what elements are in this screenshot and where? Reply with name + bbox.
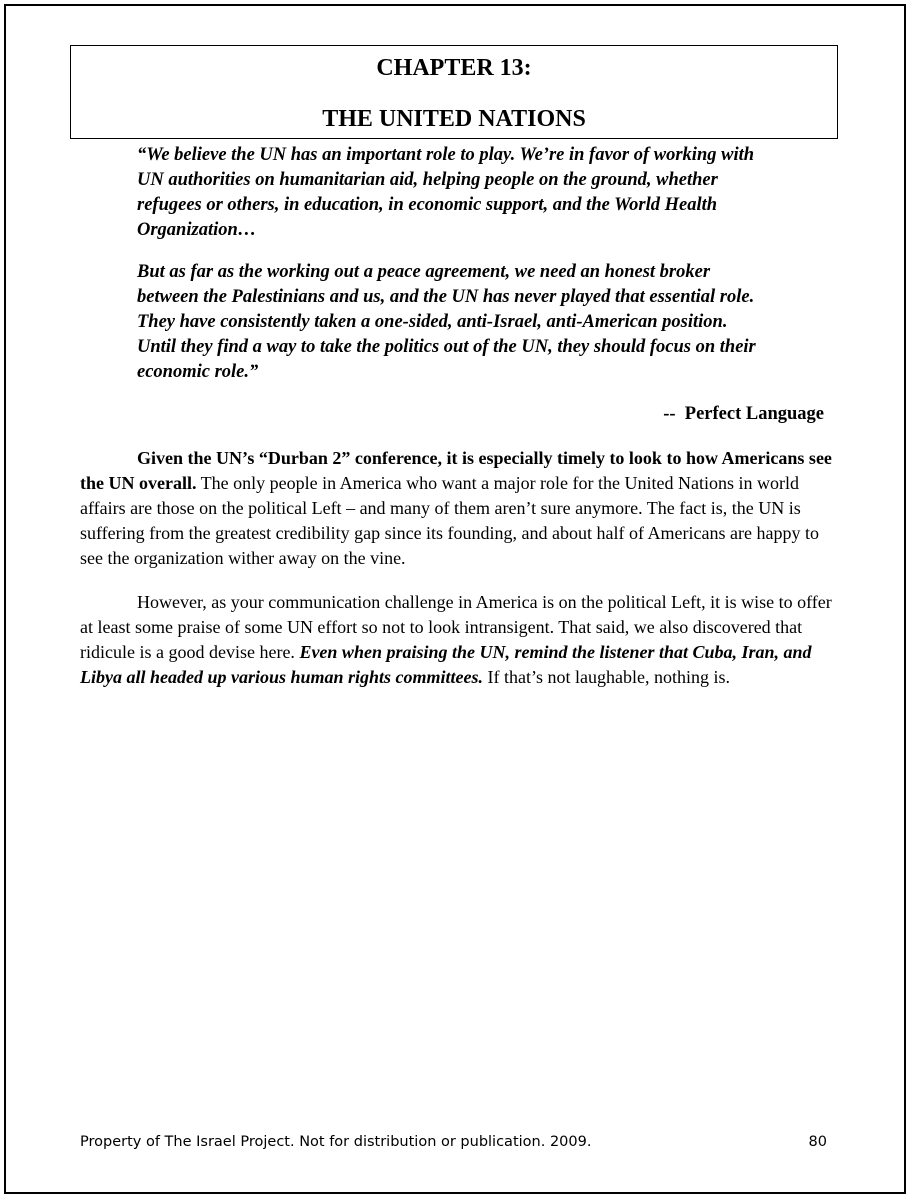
body-paragraph-2-text: However, as your communication challenge in America is on the political Left, it is wise to offer at least some praise of some UN effort so not to look intransigent. That said, we also discovered that ridicule is a good devise here.: [80, 592, 832, 662]
quote-paragraph-2: [137, 260, 762, 385]
body-paragraph-1-text: The only people in America who want a major role for the United Nations in world affairs are those on the political Left – and many of them aren’t sure anymore. The fact is, the UN is suffering from the greatest credibility gap since its founding, and about half of Americans are happy to see the organization wither away on the vine.: [80, 473, 819, 568]
body-paragraph-2: [80, 590, 832, 690]
body-paragraph-2-emphasis: Even when praising the UN, remind the listener that Cuba, Iran, and Libya all headed up various human rights committees.: [80, 642, 812, 687]
chapter-number: CHAPTER 13:: [376, 55, 532, 81]
body-paragraph-1: [80, 446, 832, 571]
quote-text-2: But as far as the working out a peace agreement, we need an honest broker between the Palestinians and us, and the UN has never played that essential role. They have consistently taken a one-sided, anti-Israel, anti-American position. Until they find a way to take the politics out of the UN, they should focus on their economic role.”: [137, 262, 756, 382]
body-paragraph-2-end: If that’s not laughable, nothing is.: [483, 667, 730, 687]
chapter-title-box: [70, 45, 838, 139]
quote-text-1: “We believe the UN has an important role to play. We’re in favor of working with UN authorities on humanitarian aid, helping people on the ground, whether refugees or others, in education, in economic support, and the World Health Organization…: [137, 145, 755, 240]
quote-paragraph-1: [137, 143, 762, 243]
page-number: 80: [808, 1134, 827, 1150]
footer-notice: Property of The Israel Project. Not for distribution or publication. 2009.: [80, 1134, 592, 1150]
quote-attribution: -- Perfect Language: [663, 404, 824, 424]
chapter-title: THE UNITED NATIONS: [322, 106, 586, 132]
body-paragraph-1-lead: Given the UN’s “Durban 2” conference, it is especially timely to look to how Americans see the UN overall.: [80, 448, 832, 493]
